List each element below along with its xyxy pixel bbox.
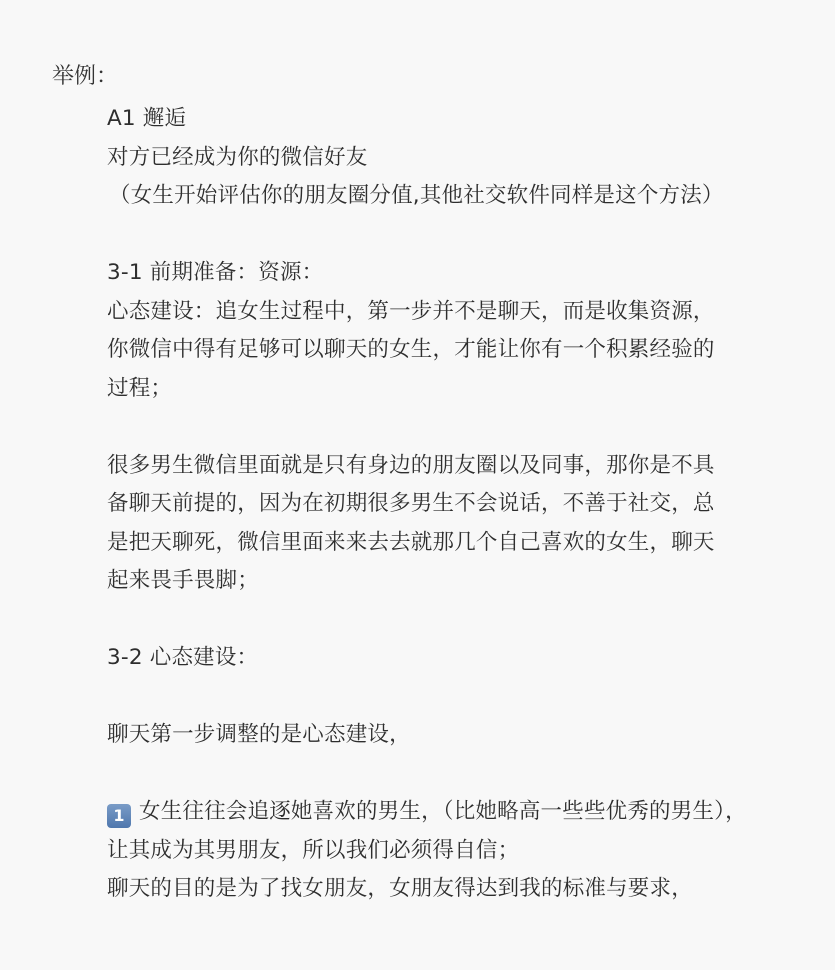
text-line-mindset-3: 过程； — [107, 375, 173, 401]
text-line-evaluation-note: （女生开始评估你的朋友圈分值,其他社交软件同样是这个方法） — [109, 183, 724, 208]
text-line-confidence: 让其成为其男朋友，所以我们必须得自信； — [107, 837, 520, 863]
text-line-first-step: 聊天第一步调整的是心态建设， — [107, 722, 411, 747]
text-line-section-3-2: 3-2 心态建设： — [107, 645, 259, 670]
text-line-paragraph-2a: 很多男生微信里面就是只有身边的朋友圈以及同事，那你是不具 — [107, 452, 715, 478]
text-line-wechat-friend: 对方已经成为你的微信好友 — [107, 144, 368, 170]
text-line-numbered-item — [107, 793, 822, 832]
text-line-paragraph-2d: 起来畏手畏脚； — [107, 568, 259, 593]
paragraph-spacer — [107, 678, 822, 717]
text-line-purpose: 聊天的目的是为了找女朋友，女朋友得达到我的标准与要求， — [107, 876, 693, 901]
paragraph-spacer — [107, 601, 822, 640]
text-line-mindset-1: 心态建设：追女生过程中，第一步并不是聊天，而是收集资源， — [107, 298, 715, 324]
text-line-encounter: A1 邂逅 — [107, 106, 187, 131]
section-heading: 举例： — [52, 64, 119, 89]
numbered-item-text: 女生往往会追逐她喜欢的男生，（比她略高一些些优秀的男生）， — [139, 799, 747, 824]
text-line-mindset-2: 你微信中得有足够可以聊天的女生，才能让你有一个积累经验的 — [107, 337, 715, 362]
paragraph-spacer — [107, 755, 822, 794]
document-body — [107, 100, 822, 909]
text-line-section-3-1: 3-1 前期准备：资源： — [107, 260, 324, 285]
text-line-paragraph-2b: 备聊天前提的，因为在初期很多男生不会说话，不善于社交，总 — [107, 491, 715, 516]
paragraph-spacer — [107, 216, 822, 255]
keycap-digit-one-icon: 1 — [107, 804, 131, 828]
text-line-paragraph-2c: 是把天聊死，微信里面来来去去就那几个自己喜欢的女生，聊天 — [107, 529, 715, 555]
paragraph-spacer — [107, 408, 822, 447]
